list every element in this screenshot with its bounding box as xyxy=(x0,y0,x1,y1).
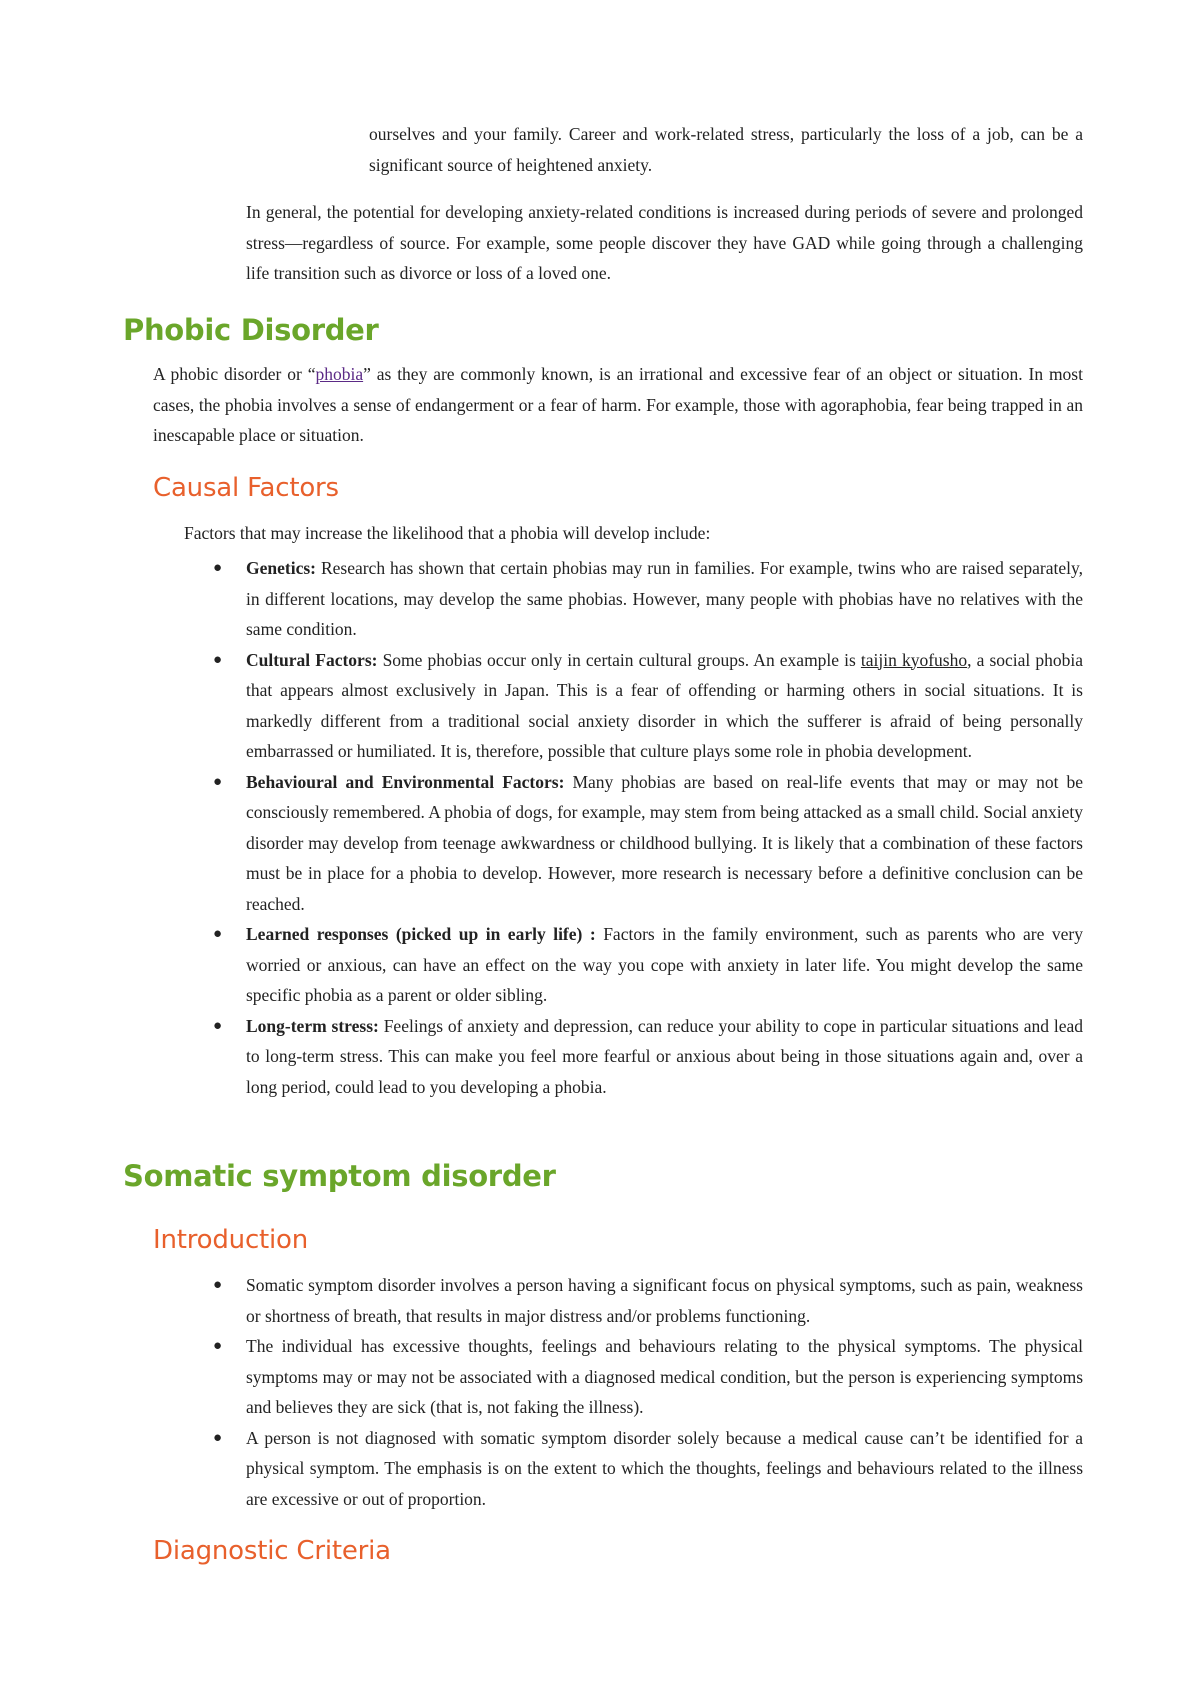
introduction-list xyxy=(213,1270,1083,1514)
list-item xyxy=(213,1423,1083,1515)
item-text: A person is not diagnosed with somatic symptom disorder solely because a medical cause can’t be identified for a physical symptom. The emphasis is on the extent to which the thoughts, feelings and behaviours related to the illness are excessive or out of proportion. xyxy=(246,1427,1083,1509)
bullet-icon: ● xyxy=(213,1429,223,1446)
list-item-genetics xyxy=(213,553,1083,645)
item-text: Many phobias are based on real-life events that may or may not be consciously remembered. A phobia of dogs, for example, may stem from being attacked as a small child. Social anxiety disorder may develop from teenage awkwardness or childhood bullying. It is likely that a combination of these factors must be in place for a phobia to develop. However, more research is necessary before a definitive conclusion can be reached. xyxy=(246,771,1083,914)
phobia-link[interactable]: phobia xyxy=(315,364,364,384)
introduction-heading: Introduction xyxy=(153,1225,309,1255)
term-label: Learned responses (picked up in early life) : xyxy=(246,924,596,944)
term-label: Long-term stress: xyxy=(246,1015,379,1036)
list-item-long-term-stress xyxy=(213,1011,1083,1103)
list-item-cultural-factors xyxy=(213,645,1083,767)
list-item xyxy=(213,1270,1083,1331)
term-label: Cultural Factors: xyxy=(246,649,378,670)
bullet-icon: ● xyxy=(213,1277,223,1293)
bullet-icon: ● xyxy=(213,651,223,668)
bullet-icon: ● xyxy=(213,1338,223,1354)
bullet-icon: ● xyxy=(213,926,223,942)
item-text: Research has shown that certain phobias may run in families. For example, twins who are raised separately, in different locations, may develop the same phobias. However, many people with phobias have no relatives with the same condition. xyxy=(246,558,1083,639)
term-label: Genetics: xyxy=(246,558,316,578)
taijin-kyofusho-link[interactable]: taijin kyofusho xyxy=(860,649,968,670)
item-text: The individual has excessive thoughts, feelings and behaviours relating to the physical symptoms. The physical symptoms may or may not be associated with a diagnosed medical condition, but the person is experiencing symptoms and believes they are sick (that is, not faking the illness). xyxy=(246,1336,1083,1417)
diagnostic-criteria-heading: Diagnostic Criteria xyxy=(153,1536,391,1566)
term-label: Behavioural and Environmental Factors: xyxy=(246,771,565,792)
general-paragraph: In general, the potential for developing anxiety-related conditions is increased during periods of severe and prolonged stress—regardless of source. For example, some people discover they have GAD while going through a challenging life transition such as divorce or loss of a loved one. xyxy=(246,202,1083,283)
phobic-intro-before: A phobic disorder or “ xyxy=(153,364,316,384)
causal-factors-lead: Factors that may increase the likelihood that a phobia will develop include: xyxy=(184,523,711,543)
somatic-symptom-disorder-heading: Somatic symptom disorder xyxy=(123,1159,556,1193)
phobic-intro-paragraph xyxy=(153,359,1083,451)
list-item-learned-responses xyxy=(213,919,1083,1011)
list-item xyxy=(213,1331,1083,1423)
item-text: Factors in the family environment, such as parents who are very worried or anxious, can have an effect on the way you cope with anxiety in later life. You might develop the same specific phobia as a parent or older sibling. xyxy=(246,924,1083,1005)
causal-factors-heading: Causal Factors xyxy=(153,473,339,503)
list-item-behavioural-factors xyxy=(213,767,1083,920)
continuation-paragraph: ourselves and your family. Career and work-related stress, particularly the loss of a job, can be a significant source of heightened anxiety. xyxy=(369,124,1083,175)
phobic-intro-after: ” as they are commonly known, is an irrational and excessive fear of an object or situation. In most cases, the phobia involves a sense of endangerment or a fear of harm. For example, those with agoraphobia, fear being trapped in an inescapable place or situation. xyxy=(153,364,1083,445)
item-text: Feelings of anxiety and depression, can reduce your ability to cope in particular situations and lead to long-term stress. This can make you feel more fearful or anxious about being in those situations again and, over a long period, could lead to you developing a phobia. xyxy=(246,1015,1083,1097)
item-text: Some phobias occur only in certain cultural groups. An example is xyxy=(377,649,861,670)
bullet-icon: ● xyxy=(213,1017,223,1034)
bullet-icon: ● xyxy=(213,560,223,576)
phobic-disorder-heading: Phobic Disorder xyxy=(123,313,379,347)
causal-factors-list xyxy=(213,553,1083,1102)
item-text: , a social phobia that appears almost exclusively in Japan. This is a fear of offending or harming others in social situations. It is markedly different from a traditional social anxiety disorder in which the sufferer is afraid of being personally embarrassed or humiliated. It is, therefore, possible that culture plays some role in phobia development. xyxy=(246,649,1083,761)
bullet-icon: ● xyxy=(213,773,223,790)
item-text: Somatic symptom disorder involves a person having a significant focus on physical symptoms, such as pain, weakness or shortness of breath, that results in major distress and/or problems functioning. xyxy=(246,1275,1083,1326)
